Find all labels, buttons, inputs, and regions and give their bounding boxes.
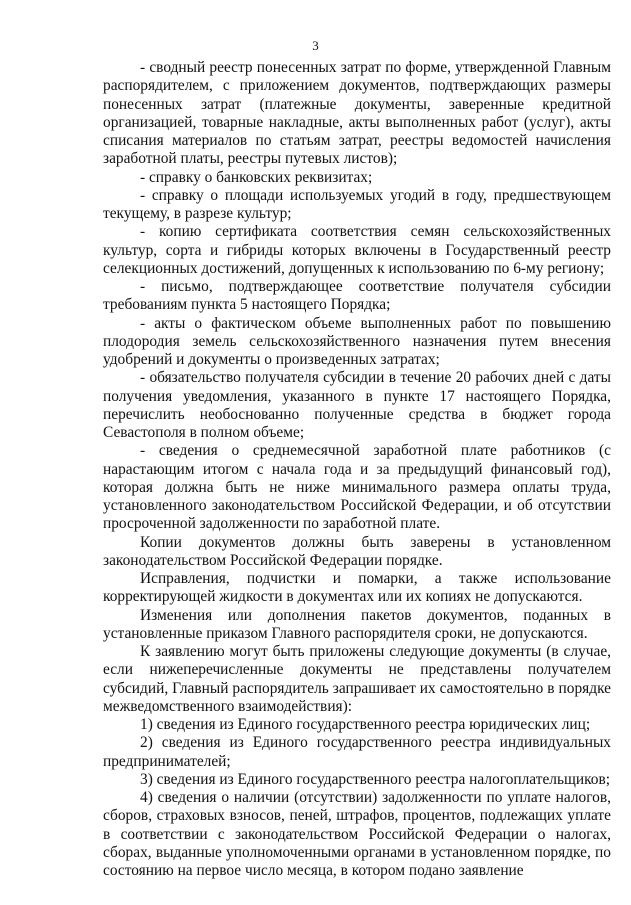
paragraph: - обязательство получателя субсидии в течение 20 рабочих дней с даты получения уведомления, указанного в пункте 17 настоящего Порядка, перечислить необоснованно полученные средства в бюджет города Севастополя в полном объеме; <box>103 369 611 441</box>
paragraph: 2) сведения из Единого государственного реестра индивидуальных предпринимателей; <box>103 734 611 770</box>
paragraph: - сведения о среднемесячной заработной плате работников (с нарастающим итогом с начала года и за предыдущий финансовый год), которая должна быть не ниже минимального размера оплаты труда, установленного законодательством Российской Федерации, и об отсутствии просроченной задолженности по заработной плате. <box>103 442 611 533</box>
document-body <box>103 59 611 880</box>
paragraph: 4) сведения о наличии (отсутствии) задолженности по уплате налогов, сборов, страховых взносов, пеней, штрафов, процентов, подлежащих уплате в соответствии с законодательством Российской Федерации о налогах, сборах, выданные уполномоченными органами в установленном порядке, по состоянию на первое число месяца, в котором подано заявление <box>103 789 611 879</box>
paragraph: Исправления, подчистки и помарки, а также использование корректирующей жидкости в документах или их копиях не допускаются. <box>103 570 611 606</box>
paragraph: - сводный реестр понесенных затрат по форме, утвержденной Главным распорядителем, с приложением документов, подтверждающих размеры понесенных затрат (платежные документы, заверенные кредитной организацией, товарные накладные, акты выполненных работ (услуг), акты списания материалов по статьям затрат, реестры ведомостей начисления заработной платы, реестры путевых листов); <box>103 59 611 168</box>
paragraph: - справку о площади используемых угодий в году, предшествующем текущему, в разрезе культур; <box>103 186 611 222</box>
paragraph: Изменения или дополнения пакетов документов, поданных в установленные приказом Главного распорядителя сроки, не допускаются. <box>103 606 611 642</box>
paragraph: Копии документов должны быть заверены в установленном законодательством Российской Федерации порядке. <box>103 533 611 569</box>
paragraph: - справку о банковских реквизитах; <box>140 168 373 186</box>
paragraph: - письмо, подтверждающее соответствие получателя субсидии требованиям пункта 5 настоящего Порядка; <box>103 278 611 314</box>
page-number: 3 <box>312 38 319 53</box>
paragraph: 1) сведения из Единого государственного реестра юридических лиц; <box>140 716 591 733</box>
paragraph: К заявлению могут быть приложены следующие документы (в случае, если нижеперечисленные документы не представлены получателем субсидий, Главный распорядитель запрашивает их самостоятельно в порядке межведомственного взаимодействия): <box>103 643 611 715</box>
paragraph: 3) сведения из Единого государственного реестра налогоплательщиков; <box>140 770 611 788</box>
paragraph: - акты о фактическом объеме выполненных работ по повышению плодородия земель сельскохозяйственного назначения путем внесения удобрений и документы о произведенных затратах; <box>103 314 611 368</box>
paragraph: - копию сертификата соответствия семян сельскохозяйственных культур, сорта и гибриды которых включены в Государственный реестр селекционных достижений, допущенных к использованию по 6-му региону; <box>103 223 611 277</box>
